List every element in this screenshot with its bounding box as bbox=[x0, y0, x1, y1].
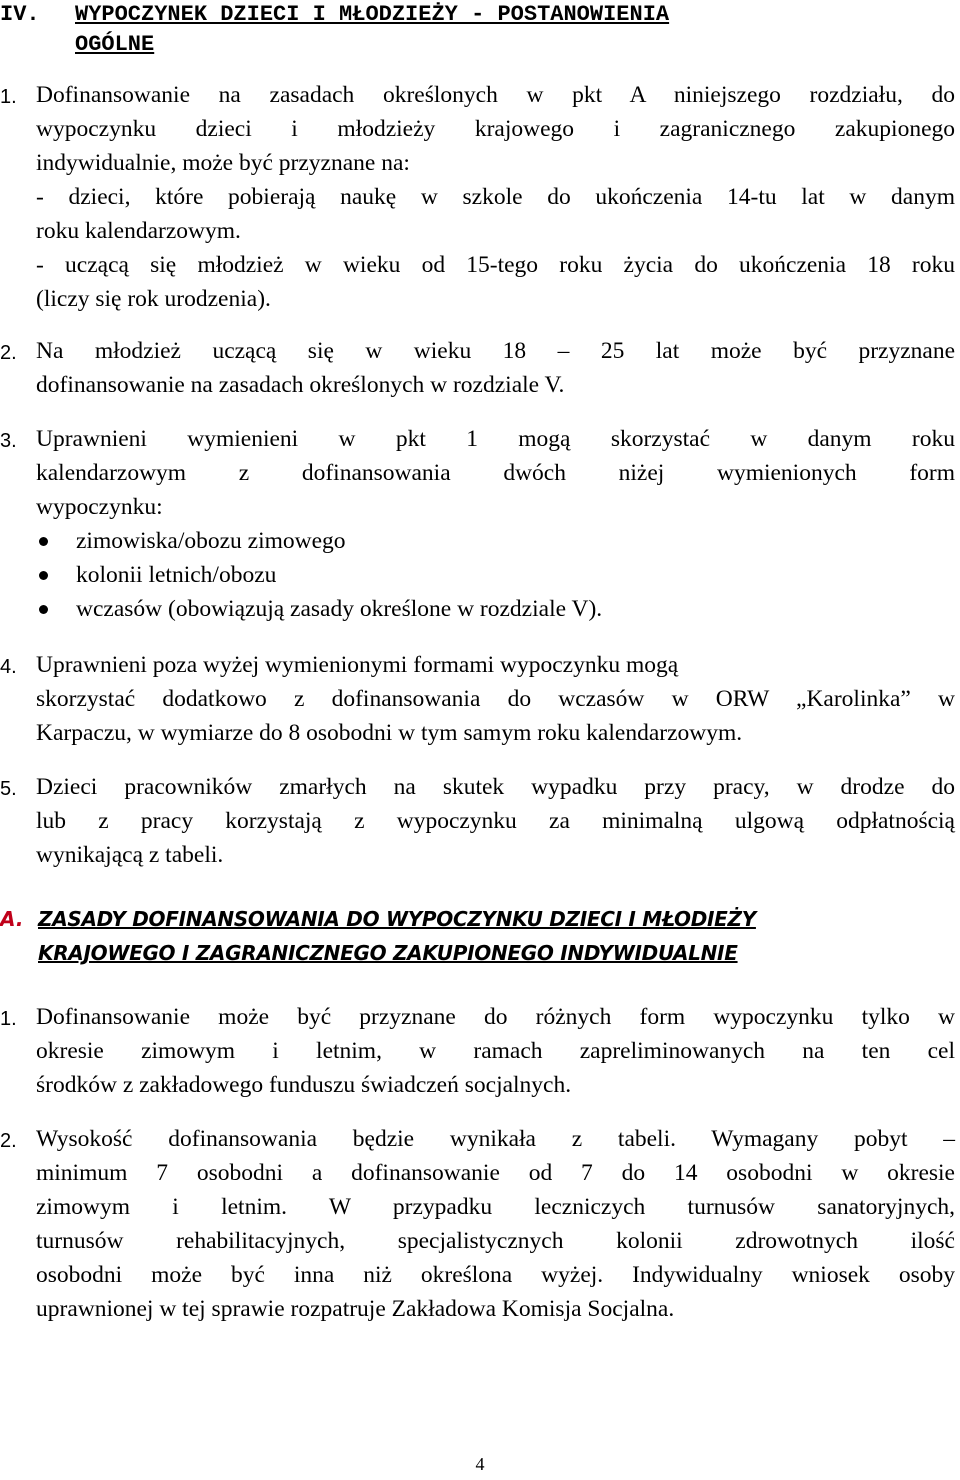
general-item-5 bbox=[0, 770, 955, 872]
chapter-title-line-2: OGÓLNE bbox=[75, 32, 155, 57]
item-line: Uprawnieni poza wyżej wymienionymi formami wypoczynku mogą bbox=[36, 652, 679, 678]
general-item-1 bbox=[0, 78, 955, 316]
item-line: Dofinansowanie może być przyznane do różnych form wypoczynku tylko w bbox=[36, 1004, 955, 1030]
section-letter: A. bbox=[0, 907, 24, 931]
item-line: okresie zimowym i letnim, w ramach zapreliminowanych na ten cel bbox=[36, 1038, 955, 1064]
section-a-item-2 bbox=[0, 1122, 955, 1326]
item-line: Dzieci pracowników zmarłych na skutek wypadku przy pracy, w drodze do bbox=[36, 774, 955, 800]
item-line: minimum 7 osobodni a dofinansowanie od 7 do 14 osobodni w okresie bbox=[36, 1160, 955, 1186]
item-line: wypoczynku: bbox=[36, 494, 163, 520]
item-line: uprawnionej w tej sprawie rozpatruje Zakładowa Komisja Socjalna. bbox=[36, 1296, 675, 1322]
item-line: skorzystać dodatkowo z dofinansowania do wczasów w ORW „Karolinka” w bbox=[36, 686, 955, 712]
item-line: turnusów rehabilitacyjnych, specjalistycznych kolonii zdrowotnych ilość bbox=[36, 1228, 955, 1254]
item-line: Dofinansowanie na zasadach określonych w pkt A niniejszego rozdziału, do bbox=[36, 82, 955, 108]
item-line: Wysokość dofinansowania będzie wynikała z tabeli. Wymagany pobyt – bbox=[36, 1126, 955, 1152]
item-line: lub z pracy korzystają z wypoczynku za minimalną ulgową odpłatnością bbox=[36, 808, 955, 834]
item-number: 5. bbox=[0, 778, 17, 800]
item-line: (liczy się rok urodzenia). bbox=[36, 286, 271, 312]
item-line: - dzieci, które pobierają naukę w szkole do ukończenia 14-tu lat w danym bbox=[36, 184, 955, 210]
bullet-icon bbox=[39, 537, 48, 546]
holiday-forms-list bbox=[36, 524, 955, 626]
item-number: 3. bbox=[0, 430, 17, 452]
item-line: dofinansowanie na zasadach określonych w rozdziale V. bbox=[36, 372, 565, 398]
item-line: Na młodzież uczącą się w wieku 18 – 25 lat może być przyznane bbox=[36, 338, 955, 364]
section-title-line-2: KRAJOWEGO I ZAGRANICZNEGO ZAKUPIONEGO INDYWIDUALNIE bbox=[38, 941, 738, 965]
item-line: Uprawnieni wymienieni w pkt 1 mogą skorzystać w danym roku bbox=[36, 426, 955, 452]
item-line: wypoczynku dzieci i młodzieży krajowego i zagranicznego zakupionego bbox=[36, 116, 955, 142]
page-number: 4 bbox=[475, 1454, 485, 1474]
item-number: 4. bbox=[0, 656, 17, 678]
item-line: zimowym i letnim. W przypadku leczniczych turnusów sanatoryjnych, bbox=[36, 1194, 955, 1220]
item-line: osobodni może być inna niż określona wyżej. Indywidualny wniosek osoby bbox=[36, 1262, 955, 1288]
bullet-icon bbox=[39, 605, 48, 614]
item-line: - uczącą się młodzież w wieku od 15-tego roku życia do ukończenia 18 roku bbox=[36, 252, 955, 278]
item-line: środków z zakładowego funduszu świadczeń socjalnych. bbox=[36, 1072, 572, 1098]
item-number: 1. bbox=[0, 1008, 17, 1030]
item-number: 2. bbox=[0, 342, 17, 364]
section-a-item-1 bbox=[0, 1000, 955, 1102]
item-line: kalendarzowym z dofinansowania dwóch niżej wymienionych form bbox=[36, 460, 955, 486]
item-line: indywidualnie, może być przyznane na: bbox=[36, 150, 410, 176]
section-title-line-1: ZASADY DOFINANSOWANIA DO WYPOCZYNKU DZIECI I MŁODIEŻY bbox=[38, 907, 756, 931]
item-line: roku kalendarzowym. bbox=[36, 218, 241, 244]
chapter-title-line-1: WYPOCZYNEK DZIECI I MŁODZIEŻY - POSTANOWIENIA bbox=[75, 2, 670, 27]
item-number: 2. bbox=[0, 1130, 17, 1152]
general-item-2 bbox=[0, 334, 955, 402]
item-number: 1. bbox=[0, 86, 17, 108]
general-item-3 bbox=[0, 422, 955, 626]
item-line: wynikającą z tabeli. bbox=[36, 842, 224, 868]
chapter-number: IV. bbox=[0, 2, 40, 27]
item-line: Karpaczu, w wymiarze do 8 osobodni w tym samym roku kalendarzowym. bbox=[36, 720, 743, 746]
bullet-icon bbox=[39, 571, 48, 580]
list-item: wczasów (obowiązują zasady określone w rozdziale V). bbox=[36, 592, 955, 626]
general-item-4 bbox=[0, 648, 955, 750]
list-item: kolonii letnich/obozu bbox=[36, 558, 955, 592]
list-item: zimowiska/obozu zimowego bbox=[36, 524, 955, 558]
